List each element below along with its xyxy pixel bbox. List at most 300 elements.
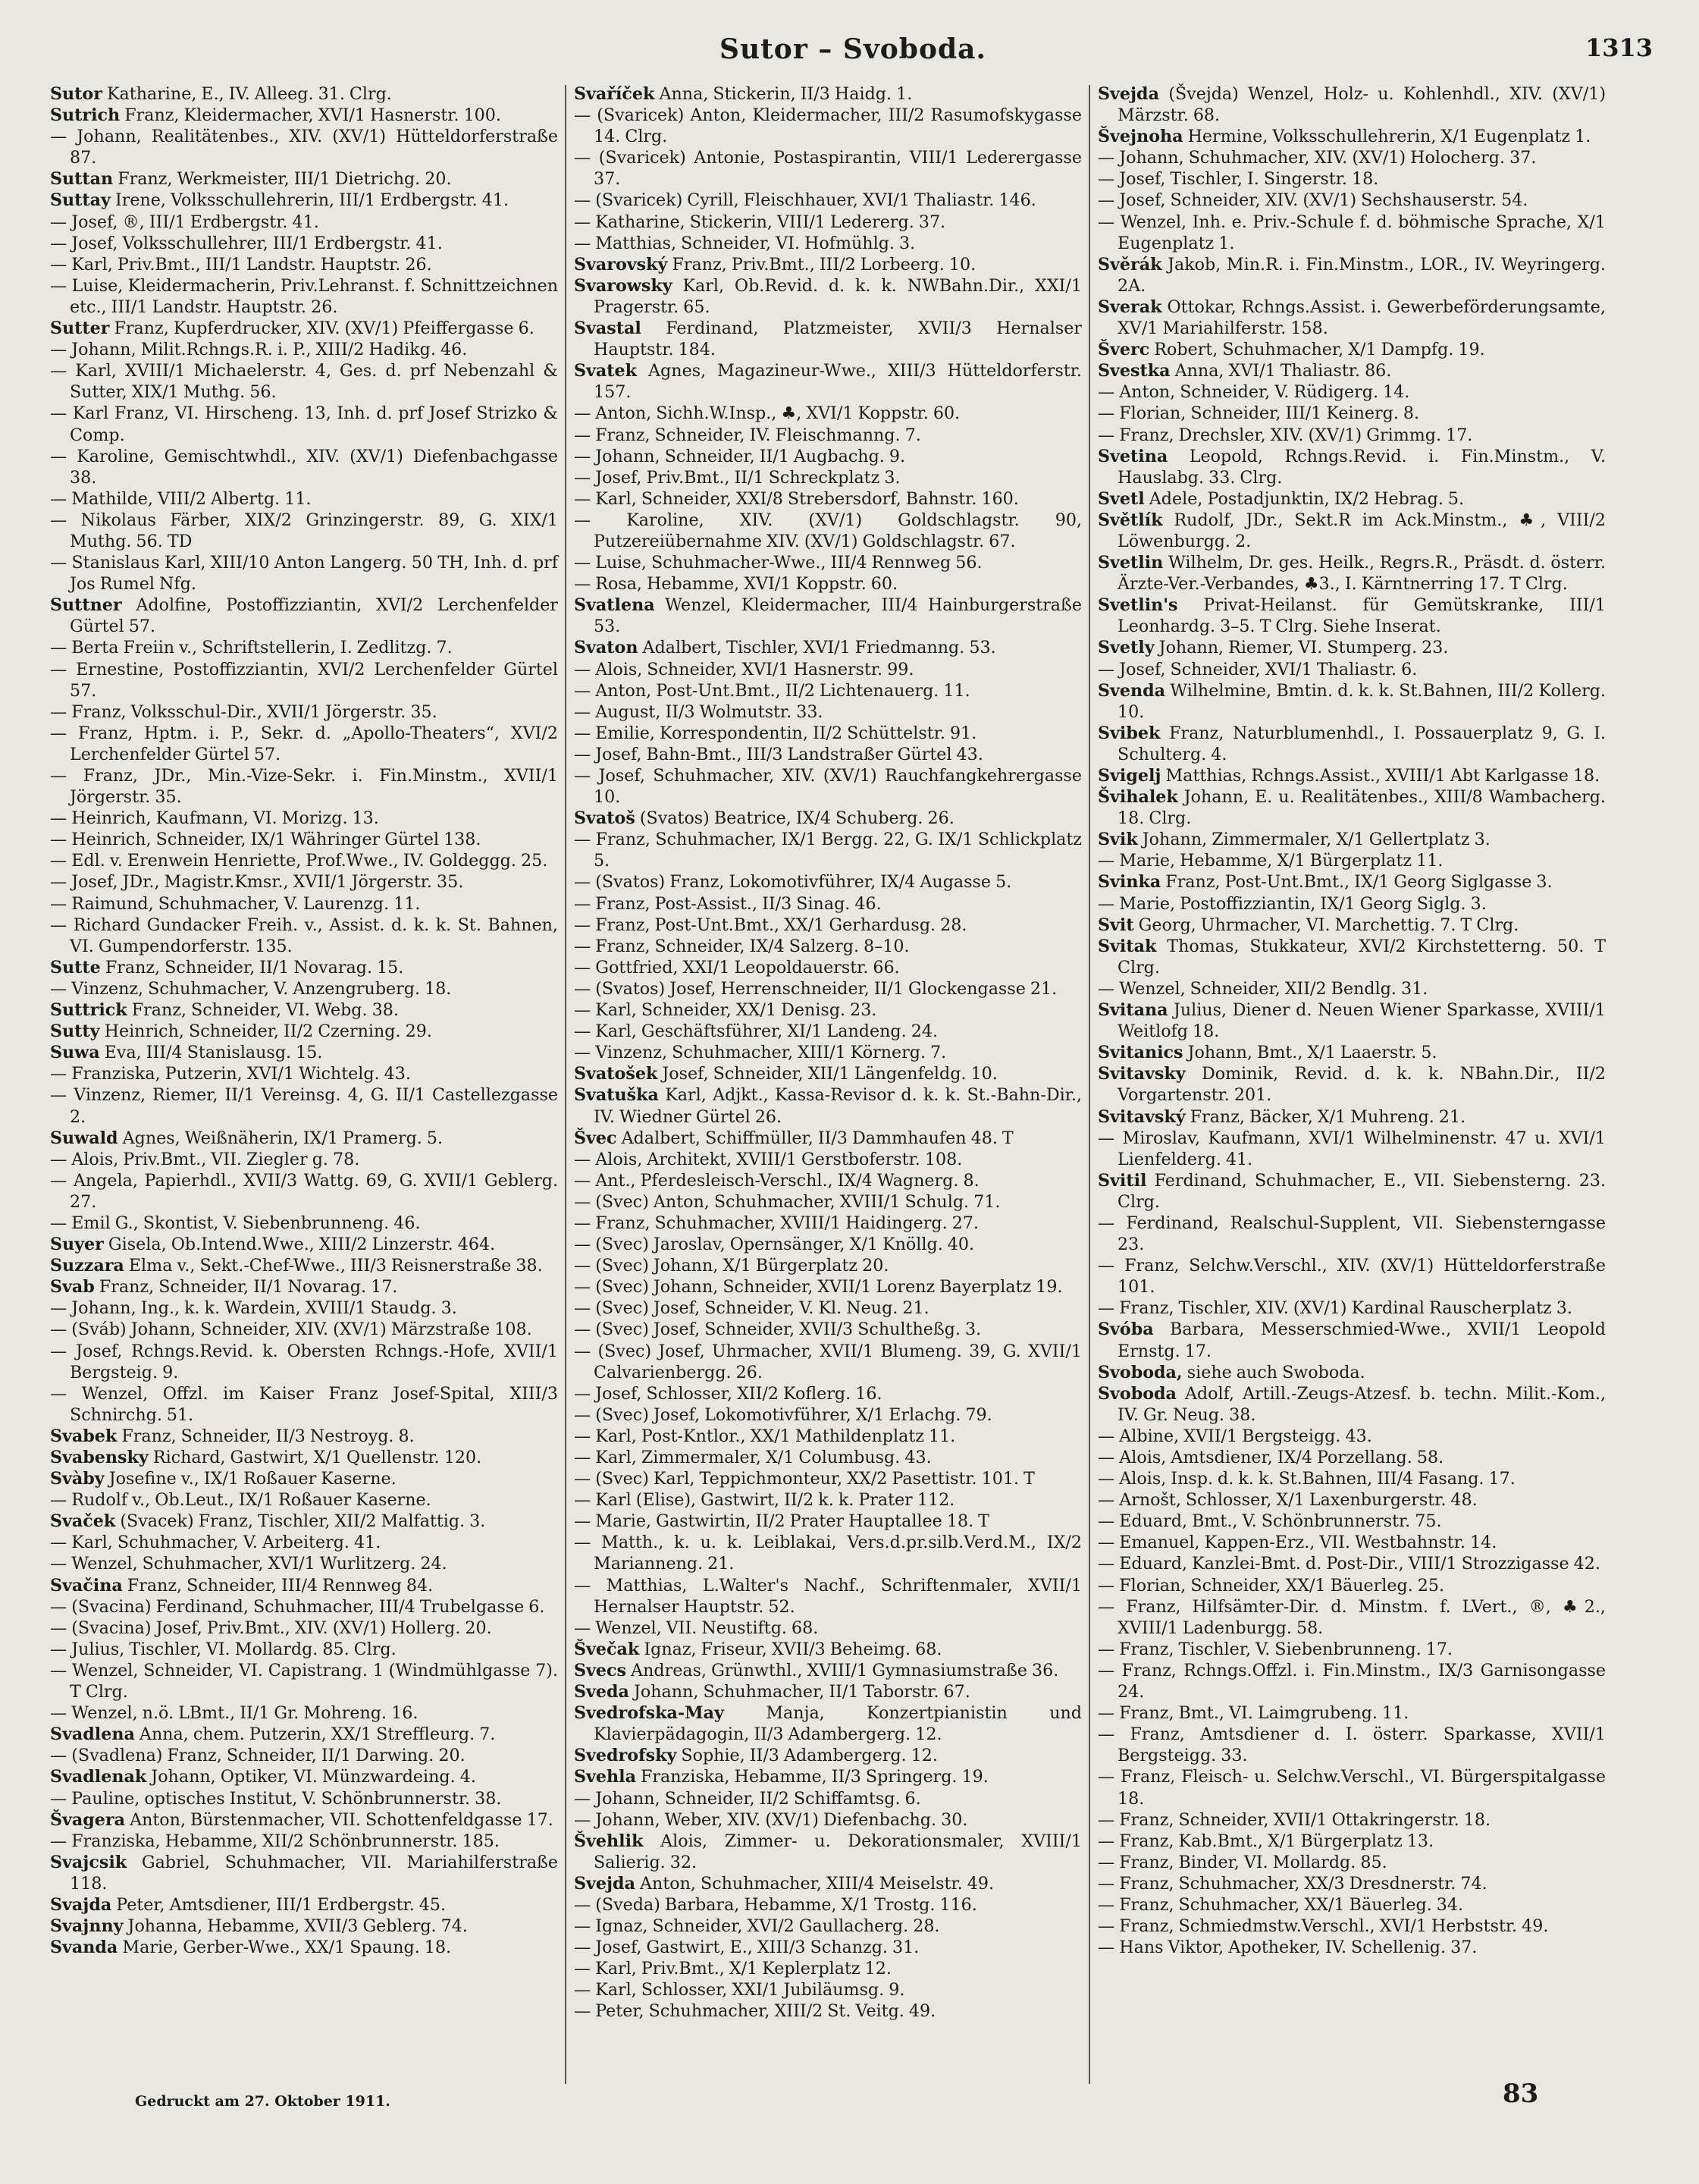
directory-entry	[574, 360, 1082, 403]
entry-details: — (Sveda) Barbara, Hebamme, X/1 Trostg. 116.	[574, 1894, 977, 1915]
entry-details: — Franz, Post-Unt.Bmt., XX/1 Gerhardusg. 28.	[574, 915, 967, 935]
entry-details: Franz, Schneider, VI. Webg. 38.	[131, 1000, 399, 1021]
directory-entry	[574, 1894, 1082, 1916]
directory-entry	[1098, 915, 1606, 936]
directory-entry	[1098, 552, 1606, 595]
entry-surname: Sveda	[574, 1682, 629, 1702]
directory-entry	[50, 871, 558, 893]
directory-entry	[1098, 1916, 1606, 1937]
entry-details: — Johann, Weber, XIV. (XV/1) Diefenbachg. 30.	[574, 1809, 968, 1830]
directory-entry	[50, 999, 558, 1021]
directory-entry	[1098, 381, 1606, 403]
directory-entry	[50, 1149, 558, 1170]
entry-details: — Albine, XVII/1 Bergsteigg. 43.	[1098, 1426, 1372, 1446]
entry-surname: Svetlin's	[1098, 595, 1178, 616]
directory-entry	[1098, 1575, 1606, 1596]
entry-surname: Švagera	[50, 1809, 125, 1830]
directory-entry	[1098, 1702, 1606, 1724]
entry-details: — Emilie, Korrespondentin, II/2 Schüttelstr. 91.	[574, 723, 977, 743]
entry-details: — Nikolaus Färber, XIX/2 Grinzingerstr. 89, G. XIX/1 Muthg. 56. TD	[50, 510, 558, 551]
directory-entry	[574, 1873, 1082, 1894]
entry-details: — Karl (Elise), Gastwirt, II/2 k. k. Prater 112.	[574, 1490, 955, 1511]
entry-details: — Mathilde, VIII/2 Albertg. 11.	[50, 488, 312, 509]
directory-entry	[50, 1894, 558, 1916]
entry-details: — Wenzel, Schuhmacher, XVI/1 Wurlitzerg. 24.	[50, 1554, 447, 1574]
entry-details: — Anton, Sichh.W.Insp., ♣, XVI/1 Koppstr. 60.	[574, 403, 961, 424]
entry-surname: Svoboda,	[1098, 1362, 1183, 1382]
directory-entry	[1098, 637, 1606, 658]
entry-details: — Karoline, XIV. (XV/1) Goldschlagstr. 90, Putzereiübernahme XIV. (XV/1) Goldschlagstr. 67.	[574, 510, 1082, 551]
entry-details: — Franz, Rchngs.Offzl. i. Fin.Minstm., IX/3 Garnisongasse 24.	[1098, 1660, 1606, 1702]
entry-details: — Franz, Schneider, XVII/1 Ottakringerstr. 18.	[1098, 1809, 1491, 1830]
directory-entry	[1098, 1532, 1606, 1553]
entry-details: Thomas, Stukkateur, XVI/2 Kirchstetterng. 50. T Clrg.	[1118, 936, 1606, 977]
directory-entry	[50, 1575, 558, 1596]
entry-surname: Sverak	[1098, 297, 1162, 317]
directory-entry	[1098, 1639, 1606, 1660]
entry-details: — Karl Franz, VI. Hirscheng. 13, Inh. d. prf Josef Strizko & Comp.	[50, 403, 558, 445]
entry-details: — Karl, Schuhmacher, V. Arbeiterg. 41.	[50, 1533, 381, 1553]
entry-surname: Svedrofsky	[574, 1746, 677, 1766]
entry-details: Franz, Post-Unt.Bmt., IX/1 Georg Siglgasse 3.	[1165, 872, 1553, 893]
directory-entry	[50, 829, 558, 850]
directory-entry	[574, 1191, 1082, 1213]
entry-details: — Karl, Post-Kntlor., XX/1 Mathildenplatz 11.	[574, 1426, 956, 1446]
entry-details: Adalbert, Schiffmüller, II/3 Dammhaufen 48. T	[621, 1128, 1014, 1148]
entry-details: Franz, Priv.Bmt., III/2 Lorbeerg. 10.	[672, 254, 976, 275]
entry-surname: Svaton	[574, 638, 638, 658]
entry-details: — (Svec) Karl, Teppichmonteur, XX/2 Pasettistr. 101. T	[574, 1469, 1035, 1489]
directory-entry	[574, 1426, 1082, 1447]
entry-details: — (Svaricek) Anton, Kleidermacher, III/2 Rasumofskygasse 14. Clrg.	[574, 105, 1082, 147]
entry-details: Franz, Schneider, III/4 Rennweg 84.	[127, 1575, 434, 1596]
directory-entry	[50, 765, 558, 808]
entry-details: siehe auch Swoboda.	[1186, 1362, 1365, 1382]
directory-entry	[1098, 1489, 1606, 1511]
directory-entry	[574, 680, 1082, 701]
directory-entry	[1098, 1937, 1606, 1958]
entry-details: — Angela, Papierhdl., XVII/3 Wattg. 69, G. XVII/1 Geblerg. 27.	[50, 1170, 558, 1212]
directory-entry	[50, 808, 558, 829]
entry-surname: Svěrák	[1098, 254, 1162, 275]
entry-surname: Svetl	[1098, 488, 1145, 509]
directory-entry	[1098, 829, 1606, 850]
entry-details: (Švejda) Wenzel, Holz- u. Kohlenhdl., XIV. (XV/1) Märzstr. 68.	[1118, 84, 1606, 126]
directory-entry	[574, 1128, 1082, 1149]
entry-surname: Svik	[1098, 830, 1138, 850]
directory-entry	[574, 1404, 1082, 1426]
directory-entry	[574, 915, 1082, 936]
directory-entry	[574, 1916, 1082, 1937]
directory-entry	[574, 1639, 1082, 1660]
directory-entry	[574, 1745, 1082, 1766]
directory-entry	[50, 1063, 558, 1084]
entry-details: — Johann, Ing., k. k. Wardein, XVIII/1 Staudg. 3.	[50, 1298, 457, 1319]
entry-details: — Stanislaus Karl, XIII/10 Anton Langerg. 50 TH, Inh. d. prf Jos Rumel Nfg.	[50, 553, 558, 595]
entry-details: — Franz, Amtsdiener d. I. österr. Sparkasse, XVII/1 Bergsteigg. 33.	[1098, 1724, 1606, 1766]
directory-entry	[574, 701, 1082, 723]
entry-surname: Svitana	[1098, 1000, 1168, 1021]
entry-details: — Vinzenz, Riemer, II/1 Vereinsg. 4, G. II/1 Castellezgasse 2.	[50, 1085, 558, 1127]
entry-details: — Wenzel, VII. Neustiftg. 68.	[574, 1618, 819, 1638]
entry-details: Franz, Kupferdrucker, XIV. (XV/1) Pfeiffergasse 6.	[114, 318, 534, 339]
directory-entry	[50, 1021, 558, 1042]
entry-surname: Svejda	[1098, 84, 1159, 104]
directory-entry	[50, 83, 558, 105]
entry-details: — Franz, Bmt., VI. Laimgrubeng. 11.	[1098, 1703, 1409, 1724]
entry-details: Adolf, Artill.-Zeugs-Atzesf. b. techn. Milit.-Kom., IV. Gr. Neug. 38.	[1118, 1383, 1606, 1425]
directory-entry	[50, 1084, 558, 1127]
entry-details: Ottokar, Rchngs.Assist. i. Gewerbeförderungsamte, XV/1 Mariahilferstr. 158.	[1118, 297, 1606, 339]
entry-surname: Sutty	[50, 1021, 100, 1042]
directory-entry	[50, 1234, 558, 1255]
directory-entry	[574, 808, 1082, 829]
entry-details: Richard, Gastwirt, X/1 Quellenstr. 120.	[152, 1448, 482, 1467]
entry-details: Johann, E. u. Realitätenbes., XIII/8 Wambacherg. 18. Clrg.	[1118, 787, 1606, 829]
directory-entry	[50, 1766, 558, 1787]
entry-details: — Karl, XVIII/1 Michaelerstr. 4, Ges. d. prf Nebenzahl & Sutter, XIX/1 Muthg. 56.	[50, 361, 558, 403]
entry-surname: Svadlena	[50, 1724, 135, 1745]
entry-surname: Švec	[574, 1128, 617, 1148]
directory-entry	[574, 829, 1082, 871]
entry-details: — Franz, Volksschul-Dir., XVII/1 Jörgerstr. 35.	[50, 701, 437, 722]
entry-details: — Anton, Post-Unt.Bmt., II/2 Lichtenauerg. 11.	[574, 680, 970, 701]
entry-details: Anton, Schuhmacher, XIII/4 Meiselstr. 49.	[640, 1873, 995, 1894]
directory-column-left	[50, 83, 558, 1958]
page-header	[53, 33, 1653, 76]
directory-entry	[50, 978, 558, 999]
entry-surname: Svačina	[50, 1575, 123, 1596]
entry-details: Peter, Amtsdiener, III/1 Erdbergstr. 45.	[116, 1894, 447, 1915]
directory-entry	[1098, 1596, 1606, 1639]
entry-surname: Suwa	[50, 1043, 100, 1063]
column-divider	[565, 85, 566, 2084]
directory-entry	[574, 488, 1082, 510]
entry-surname: Svejda	[574, 1873, 635, 1894]
entry-details: — Alois, Insp. d. k. k. St.Bahnen, III/4 Fasang. 17.	[1098, 1469, 1516, 1489]
print-date: Gedruckt am 27. Oktober 1911.	[135, 2093, 390, 2110]
entry-surname: Svoboda	[1098, 1383, 1177, 1404]
directory-entry	[574, 147, 1082, 190]
directory-entry	[1098, 1106, 1606, 1128]
directory-entry	[50, 190, 558, 211]
directory-entry	[50, 1553, 558, 1574]
entry-details: Josef, Schneider, XII/1 Längenfeldg. 10.	[662, 1064, 998, 1084]
directory-entry	[50, 1511, 558, 1532]
entry-surname: Šverc	[1098, 340, 1150, 360]
page-number: 1313	[1585, 33, 1653, 62]
entry-details: — Franz, JDr., Min.-Vize-Sekr. i. Fin.Minstm., XVII/1 Jörgerstr. 35.	[50, 766, 558, 808]
directory-entry	[574, 936, 1082, 957]
entry-surname: Svastal	[574, 318, 641, 339]
directory-entry	[574, 105, 1082, 147]
entry-details: Rudolf, JDr., Sekt.R im Ack.Minstm., ♣, VIII/2 Löwenburgg. 2.	[1118, 510, 1606, 551]
entry-details: Manja, Konzertpianistin und Klavierpädagogin, II/3 Adambergerg. 12.	[594, 1703, 1082, 1745]
directory-entry	[574, 403, 1082, 424]
directory-entry	[574, 275, 1082, 318]
entry-surname: Svigelj	[1098, 766, 1161, 786]
directory-entry	[50, 275, 558, 318]
directory-entry	[1098, 1447, 1606, 1468]
entry-surname: Svabensky	[50, 1448, 149, 1467]
directory-entry	[50, 510, 558, 552]
entry-details: — Karl, Priv.Bmt., X/1 Keplerplatz 12.	[574, 1959, 892, 1979]
directory-entry	[574, 1021, 1082, 1042]
directory-column-middle	[574, 83, 1082, 2022]
entry-details: — (Sváb) Johann, Schneider, XIV. (XV/1) Märzstraße 108.	[50, 1320, 532, 1340]
directory-entry	[50, 1042, 558, 1063]
entry-details: — Franz, Tischler, XIV. (XV/1) Kardinal Rauscherplatz 3.	[1098, 1298, 1572, 1319]
entry-surname: Švejnoha	[1098, 127, 1183, 147]
entry-details: — Karl, Schneider, XXI/8 Strebersdorf, Bahnstr. 160.	[574, 488, 1019, 509]
directory-entry	[50, 1618, 558, 1639]
entry-details: — Johann, Schneider, II/1 Augbachg. 9.	[574, 446, 906, 466]
directory-entry	[574, 1149, 1082, 1170]
entry-details: Franz, Schneider, II/1 Novarag. 15.	[105, 957, 404, 977]
entry-details: Franz, Kleidermacher, XVI/1 Hasnerstr. 100.	[124, 105, 501, 126]
directory-entry	[1098, 403, 1606, 424]
entry-details: — Karl, Schlosser, XXI/1 Jubiläumsg. 9.	[574, 1980, 905, 2000]
directory-entry	[50, 552, 558, 595]
directory-entry	[1098, 1852, 1606, 1873]
entry-details: — Franz, Fleisch- u. Selchw.Verschl., VI. Bürgerspitalgasse 18.	[1098, 1767, 1606, 1809]
entry-details: — Franz, Schneider, IX/4 Salzerg. 8–10.	[574, 936, 910, 956]
directory-entry	[1098, 1553, 1606, 1574]
directory-entry	[574, 1681, 1082, 1702]
directory-entry	[574, 190, 1082, 211]
entry-details: — Florian, Schneider, III/1 Keinerg. 8.	[1098, 403, 1420, 424]
entry-surname: Švečak	[574, 1639, 640, 1659]
entry-details: — Josef, Priv.Bmt., II/1 Schreckplatz 3.	[574, 467, 901, 488]
entry-details: — Josef, Tischler, I. Singerstr. 18.	[1098, 169, 1379, 190]
directory-entry	[574, 1447, 1082, 1468]
directory-entry	[1098, 1128, 1606, 1170]
entry-details: — Heinrich, Kaufmann, VI. Morizg. 13.	[50, 808, 379, 829]
directory-entry	[574, 446, 1082, 467]
directory-entry	[50, 1532, 558, 1553]
entry-details: — Emil G., Skontist, V. Siebenbrunneng. 46.	[50, 1213, 421, 1233]
entry-surname: Svit	[1098, 915, 1134, 935]
entry-details: — (Svatos) Franz, Lokomotivführer, IX/4 Augasse 5.	[574, 872, 1012, 893]
entry-details: Privat-Heilanst. für Gemütskranke, III/1 Leonhardg. 3–5. T Clrg. Siehe Inserat.	[1118, 595, 1606, 637]
entry-details: Robert, Schuhmacher, X/1 Dampfg. 19.	[1154, 340, 1485, 360]
entry-surname: Svitavsky	[1098, 1064, 1186, 1084]
directory-entry	[1098, 1766, 1606, 1809]
directory-entry	[574, 1170, 1082, 1191]
directory-entry	[574, 1213, 1082, 1234]
directory-entry	[50, 1383, 558, 1426]
entry-details: — Josef, ®, III/1 Erdbergstr. 41.	[50, 212, 319, 232]
entry-details: — Franz, Schneider, IV. Fleischmanng. 7.	[574, 425, 921, 445]
directory-entry	[1098, 659, 1606, 680]
directory-entry	[50, 1319, 558, 1340]
entry-details: — Luise, Kleidermacherin, Priv.Lehranst. f. Schnittzeichnen etc., III/1 Landstr. Hauptstr. 26.	[50, 275, 558, 317]
directory-entry	[1098, 1063, 1606, 1106]
entry-surname: Svetly	[1098, 638, 1155, 658]
directory-entry	[1098, 360, 1606, 381]
entry-details: — Wenzel, Schneider, VI. Capistrang. 1 (Windmühlgasse 7). T Clrg.	[50, 1660, 558, 1702]
entry-surname: Švihalek	[1098, 787, 1178, 808]
directory-entry	[574, 1618, 1082, 1639]
entry-details: — Heinrich, Schneider, IX/1 Währinger Gürtel 138.	[50, 830, 481, 850]
entry-details: Marie, Gerber-Wwe., XX/1 Spaung. 18.	[122, 1938, 452, 1958]
directory-entry	[1098, 1426, 1606, 1447]
entry-details: Irene, Volksschullehrerin, III/1 Erdbergstr. 41.	[114, 190, 509, 211]
entry-details: — Matth., k. u. k. Leiblakai, Vers.d.pr.silb.Verd.M., IX/2 Marianneng. 21.	[574, 1533, 1082, 1574]
entry-surname: Světlík	[1098, 510, 1163, 530]
directory-entry	[1098, 212, 1606, 254]
directory-entry	[574, 2000, 1082, 2022]
entry-details: — Franz, Drechsler, XIV. (XV/1) Grimmg. 17.	[1098, 425, 1473, 445]
entry-surname: Svajda	[50, 1894, 112, 1915]
entry-details: — Wenzel, Inh. e. Priv.-Schule f. d. böhmische Sprache, X/1 Eugenplatz 1.	[1098, 212, 1606, 253]
entry-details: — Julius, Tischler, VI. Mollardg. 85. Clrg.	[50, 1639, 397, 1659]
directory-entry	[574, 765, 1082, 808]
entry-details: — Johann, Schneider, II/2 Schiffamtsg. 6.	[574, 1788, 921, 1809]
entry-details: Johann, Schuhmacher, II/1 Taborstr. 67.	[634, 1682, 970, 1702]
directory-entry	[50, 1809, 558, 1831]
directory-entry	[50, 339, 558, 360]
directory-column-right	[1098, 83, 1606, 1958]
entry-details: Matthias, Rchngs.Assist., XVIII/1 Abt Karlgasse 18.	[1165, 766, 1600, 786]
directory-entry	[1098, 871, 1606, 893]
entry-surname: Suzzara	[50, 1256, 124, 1276]
entry-surname: Suyer	[50, 1235, 104, 1255]
entry-details: — Rosa, Hebamme, XVI/1 Koppstr. 60.	[574, 574, 898, 595]
directory-entry	[1098, 1213, 1606, 1255]
directory-entry	[50, 1276, 558, 1298]
entry-details: — (Svec) Josef, Lokomotivführer, X/1 Erlachg. 79.	[574, 1404, 992, 1425]
directory-entry	[574, 233, 1082, 254]
directory-entry	[50, 893, 558, 915]
directory-entry	[574, 1809, 1082, 1831]
directory-entry	[574, 1511, 1082, 1532]
entry-surname: Svóba	[1098, 1320, 1154, 1340]
entry-surname: Svabek	[50, 1426, 118, 1446]
directory-entry	[50, 1128, 558, 1149]
entry-details: — Josef, Rchngs.Revid. k. Obersten Rchngs.-Hofe, XVII/1 Bergsteig. 9.	[50, 1341, 558, 1382]
entry-details: Eva, III/4 Stanislausg. 15.	[104, 1043, 323, 1063]
entry-details: — Josef, Schuhmacher, XIV. (XV/1) Rauchfangkehrergasse 10.	[574, 766, 1082, 808]
directory-entry	[1098, 126, 1606, 147]
entry-details: Johann, Riemer, VI. Stumperg. 23.	[1158, 638, 1449, 658]
directory-entry	[50, 168, 558, 190]
entry-details: Josefine v., IX/1 Roßauer Kaserne.	[108, 1469, 397, 1489]
directory-entry	[50, 915, 558, 957]
directory-entry	[50, 1341, 558, 1383]
directory-entry	[1098, 190, 1606, 211]
directory-entry	[50, 488, 558, 510]
directory-entry	[50, 1596, 558, 1618]
entry-details: — Gottfried, XXI/1 Leopoldauerstr. 66.	[574, 957, 900, 977]
column-divider	[1089, 85, 1090, 2084]
entry-details: Anton, Bürstenmacher, VII. Schottenfeldgasse 17.	[130, 1809, 553, 1830]
entry-details: Agnes, Magazineur-Wwe., XIII/3 Hütteldorferstr. 157.	[594, 361, 1082, 403]
directory-entry	[574, 1937, 1082, 1958]
directory-entry	[574, 1319, 1082, 1340]
directory-entry	[574, 723, 1082, 744]
directory-entry	[1098, 936, 1606, 978]
entry-details: — Josef, Volksschullehrer, III/1 Erdbergstr. 41.	[50, 233, 443, 253]
directory-entry	[574, 1788, 1082, 1809]
entry-surname: Svajnny	[50, 1916, 124, 1937]
entry-details: Heinrich, Schneider, II/2 Czerning. 29.	[104, 1021, 432, 1042]
entry-details: — (Svec) Anton, Schuhmacher, XVIII/1 Schulg. 71.	[574, 1191, 1001, 1212]
directory-entry	[574, 552, 1082, 573]
directory-entry	[50, 126, 558, 168]
entry-details: — Wenzel, Schneider, XII/2 Bendlg. 31.	[1098, 978, 1428, 999]
directory-entry	[1098, 978, 1606, 999]
entry-details: — Luise, Schuhmacher-Wwe., III/4 Rennweg 56.	[574, 553, 983, 573]
directory-entry	[1098, 339, 1606, 360]
directory-entry	[50, 701, 558, 723]
entry-details: — (Svec) Jaroslav, Opernsänger, X/1 Knöllg. 40.	[574, 1235, 975, 1255]
directory-entry	[574, 510, 1082, 552]
entry-details: — (Svec) Johann, Schneider, XVII/1 Lorenz Bayerplatz 19.	[574, 1277, 1063, 1298]
entry-details: — Franz, Hptm. i. P., Sekr. d. „Apollo-Theaters“, XVI/2 Lerchenfelder Gürtel 57.	[50, 723, 558, 764]
directory-entry	[1098, 446, 1606, 488]
directory-entry	[1098, 765, 1606, 786]
directory-entry	[50, 1788, 558, 1809]
entry-details: — Pauline, optisches Institut, V. Schönbrunnerstr. 38.	[50, 1788, 502, 1809]
directory-entry	[1098, 786, 1606, 829]
entry-surname: Sutte	[50, 957, 101, 977]
entry-surname: Svaček	[50, 1511, 116, 1532]
directory-entry	[1098, 1362, 1606, 1383]
directory-entry	[1098, 999, 1606, 1042]
entry-details: Wilhelmine, Bmtin. d. k. k. St.Bahnen, III/2 Kollerg. 10.	[1118, 680, 1606, 722]
entry-surname: Svitak	[1098, 936, 1157, 956]
directory-entry	[50, 1724, 558, 1745]
entry-details: — Peter, Schuhmacher, XIII/2 St. Veitg. 49.	[574, 2001, 936, 2022]
entry-details: — Josef, Schneider, XIV. (XV/1) Sechshauserstr. 54.	[1098, 190, 1528, 211]
entry-details: (Svatos) Beatrice, IX/4 Schuberg. 26.	[639, 808, 955, 829]
entry-details: — Karl, Schneider, XX/1 Denisg. 23.	[574, 1000, 877, 1021]
directory-entry	[574, 1702, 1082, 1745]
directory-entry	[574, 744, 1082, 765]
directory-entry	[50, 254, 558, 275]
page-title: Sutor – Svoboda.	[719, 33, 986, 65]
directory-entry	[1098, 1170, 1606, 1213]
entry-surname: Svibek	[1098, 723, 1161, 743]
entry-details: — Karl, Zimmermaler, X/1 Columbusg. 43.	[574, 1448, 932, 1467]
entry-details: — (Svaricek) Cyrill, Fleischhauer, XVI/1 Thaliastr. 146.	[574, 190, 1036, 211]
entry-details: Leopold, Rchngs.Revid. i. Fin.Minstm., V. Hauslabg. 33. Clrg.	[1118, 446, 1606, 488]
entry-details: Johann, Zimmermaler, X/1 Gellertplatz 3.	[1142, 830, 1491, 850]
directory-entry	[50, 1639, 558, 1660]
directory-entry	[50, 957, 558, 978]
directory-entry	[50, 1213, 558, 1234]
entry-details: Ferdinand, Schuhmacher, E., VII. Siebensterng. 23. Clrg.	[1118, 1170, 1606, 1212]
directory-entry	[50, 1298, 558, 1319]
entry-details: — August, II/3 Wolmutstr. 33.	[574, 701, 823, 722]
directory-entry	[574, 212, 1082, 233]
entry-surname: Suttay	[50, 190, 111, 211]
directory-entry	[50, 1170, 558, 1213]
entry-details: — Franz, Selchw.Verschl., XIV. (XV/1) Hütteldorferstraße 101.	[1098, 1256, 1606, 1298]
entry-details: — (Svec) Josef, Uhrmacher, XVII/1 Blumeng. 39, G. XVII/1 Calvarienbergg. 26.	[574, 1341, 1082, 1382]
entry-details: — Alois, Architekt, XVIII/1 Gerstboferstr. 108.	[574, 1149, 963, 1169]
entry-details: — Wenzel, n.ö. LBmt., II/1 Gr. Mohreng. 16.	[50, 1703, 418, 1724]
directory-entry	[50, 1831, 558, 1852]
directory-entry	[574, 573, 1082, 595]
directory-entry	[1098, 1660, 1606, 1702]
entry-details: — (Svec) Johann, X/1 Bürgerplatz 20.	[574, 1256, 889, 1276]
entry-details: — Berta Freiin v., Schriftstellerin, I. Zedlitzg. 7.	[50, 638, 453, 658]
directory-entry	[574, 1766, 1082, 1787]
entry-details: — Vinzenz, Schuhmacher, V. Anzengruberg. 18.	[50, 978, 452, 999]
directory-entry	[50, 233, 558, 254]
